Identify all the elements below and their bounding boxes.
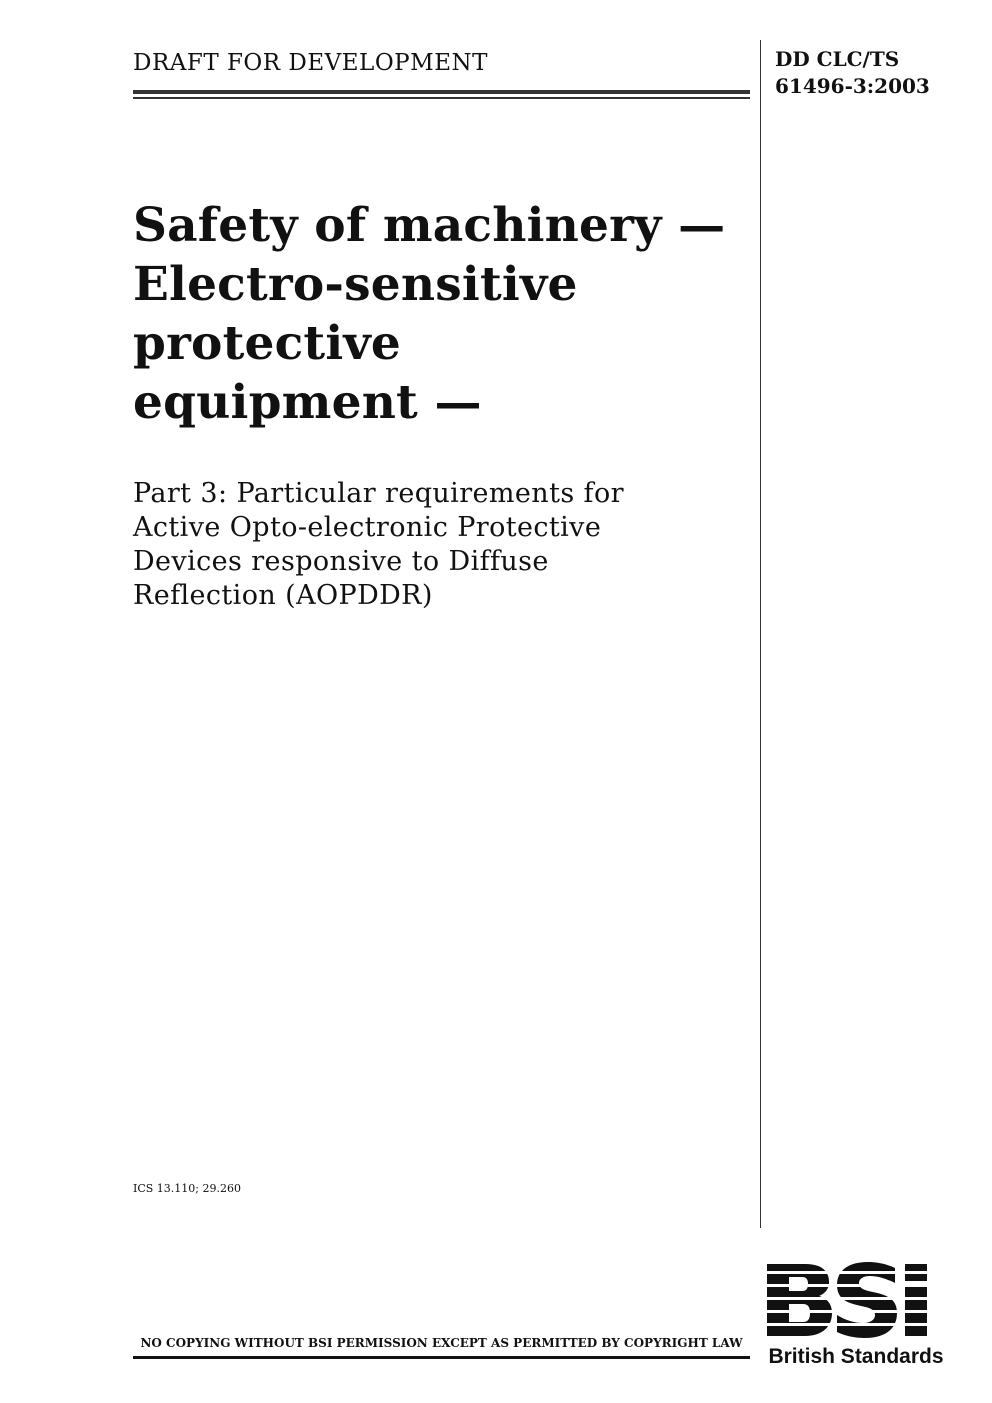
title-line: equipment — xyxy=(133,375,482,430)
subtitle-line: Active Opto-electronic Protective xyxy=(133,512,602,543)
main-title xyxy=(133,196,753,432)
header-rule-thin xyxy=(133,97,750,99)
subtitle-line: Reflection (AOPDDR) xyxy=(133,580,433,611)
bsi-logo xyxy=(765,1262,947,1372)
subtitle-line: Part 3: Particular requirements for xyxy=(133,478,624,509)
subtitle xyxy=(133,477,753,613)
title-line: Safety of machinery — xyxy=(133,198,726,253)
header-rule-thick xyxy=(133,90,750,94)
doc-ref-line-1: DD CLC/TS xyxy=(775,47,900,71)
svg-text:British Standards: British Standards xyxy=(768,1345,944,1368)
subtitle-line: Devices responsive to Diffuse xyxy=(133,546,549,577)
draft-label: DRAFT FOR DEVELOPMENT xyxy=(133,50,488,76)
vertical-divider xyxy=(760,40,761,1228)
footer-rule xyxy=(133,1356,750,1359)
document-reference xyxy=(775,46,930,100)
title-line: protective xyxy=(133,316,401,371)
doc-ref-line-2: 61496-3:2003 xyxy=(775,74,930,98)
copyright-notice: NO COPYING WITHOUT BSI PERMISSION EXCEPT AS PERMITTED BY COPYRIGHT LAW xyxy=(140,1336,743,1350)
title-line: Electro-sensitive xyxy=(133,257,578,312)
ics-code: ICS 13.110; 29.260 xyxy=(133,1182,241,1195)
